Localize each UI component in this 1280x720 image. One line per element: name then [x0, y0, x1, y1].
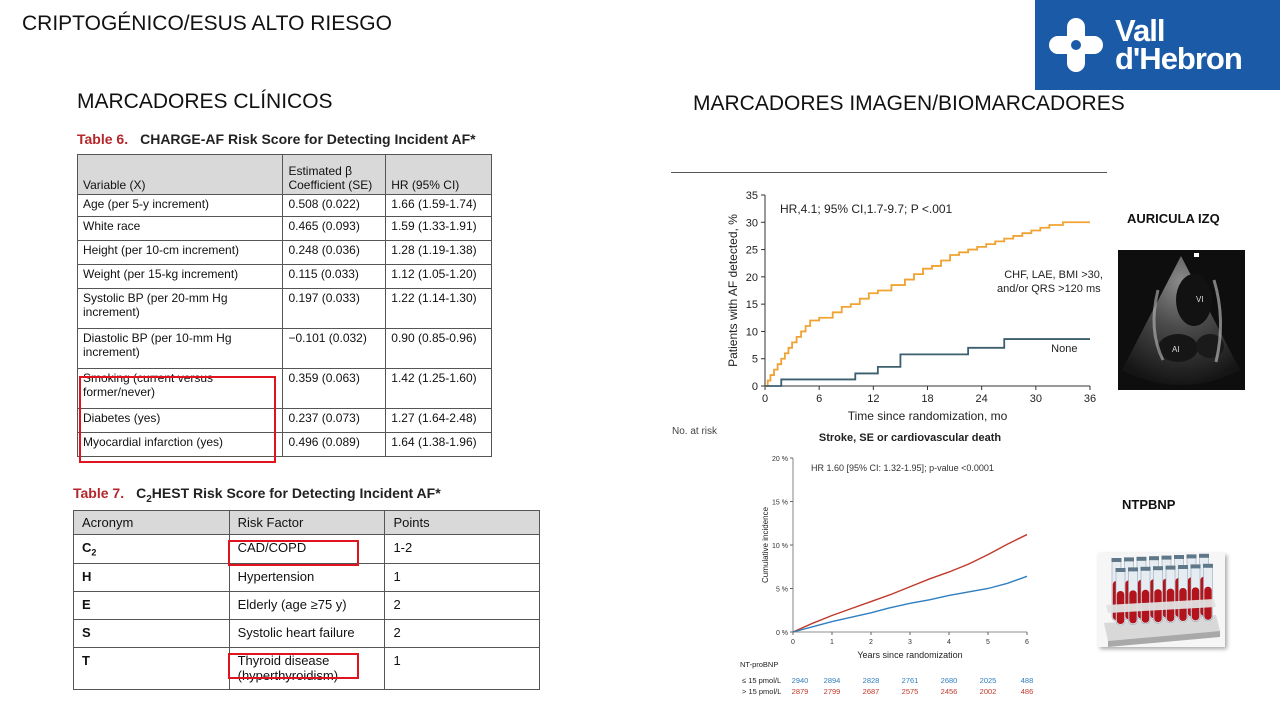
table7-cell-factor: CAD/COPD	[229, 535, 385, 564]
slide-title: CRIPTOGÉNICO/ESUS ALTO RIESGO	[22, 12, 392, 35]
table6-row	[78, 433, 492, 457]
table7-cell-acronym	[74, 563, 230, 591]
logo-line-2: d'Hebron	[1115, 41, 1242, 76]
chart1-x-tick-label: 36	[1083, 393, 1097, 405]
table7-header-factor: Risk Factor	[229, 511, 385, 535]
chart2-risk-value: 2761	[901, 676, 919, 685]
test-tube-cap	[1149, 556, 1159, 560]
test-tubes-icon	[1098, 553, 1225, 647]
test-tube-cap	[1141, 567, 1151, 571]
table7-cell-points: 1	[385, 563, 540, 591]
table6-row	[78, 329, 492, 369]
chart2-risk-value: 2002	[979, 687, 997, 696]
test-tube-cap	[1187, 554, 1197, 558]
chart1-y-tick-label: 0	[751, 381, 758, 393]
logo-line-1: Vall	[1115, 13, 1165, 48]
chart1-x-tick-label: 18	[921, 393, 934, 405]
logo-text	[1115, 13, 1242, 76]
chart1-y-axis-label: Patients with AF detected, %	[726, 214, 740, 367]
table6-caption	[77, 131, 476, 147]
table6-cell-beta: 0.465 (0.093)	[283, 217, 386, 241]
table7-cell-factor: Hypertension	[229, 563, 385, 591]
table7-cell-factor: Elderly (age ≥75 y)	[229, 591, 385, 619]
table7-header-acronym: Acronym	[74, 511, 230, 535]
ntprobnp-label: NTPBNP	[1122, 497, 1176, 512]
table6-cell-hr: 1.66 (1.59-1.74)	[386, 195, 492, 217]
vall-dhebron-logo	[1035, 0, 1280, 90]
table7-acronym-letter: H	[82, 568, 92, 584]
table7-cell-points: 1-2	[385, 535, 540, 564]
table7-row	[74, 591, 540, 619]
chart2-risk-value: 2687	[862, 687, 880, 696]
chart2-risk-value: 2025	[979, 676, 997, 685]
test-tube-cap	[1116, 568, 1126, 572]
chart2-x-tick-label: 1	[830, 639, 834, 646]
table6-row	[78, 241, 492, 265]
table7-cell-acronym	[74, 591, 230, 619]
table7-title-rest: HEST Risk Score for Detecting Incident AF*	[151, 485, 441, 501]
chart2-y-tick-label: 15 %	[772, 499, 788, 507]
test-tube-cap	[1178, 565, 1188, 569]
table7-cell-points: 2	[385, 619, 540, 647]
chart2-risk-value: 2575	[901, 687, 919, 696]
chart2-risk-value: 2828	[862, 676, 880, 685]
chart-divider-line	[671, 172, 1107, 173]
chart1-series-line	[765, 222, 1090, 386]
af-detection-chart	[672, 185, 1110, 437]
table6-cell-beta: 0.115 (0.033)	[283, 265, 386, 289]
chart2-risk-value: 2799	[823, 687, 841, 696]
table7-acronym-sub: 2	[91, 547, 97, 558]
test-tube-cap	[1203, 564, 1213, 568]
chart1-hr-annotation: HR,4.1; 95% CI,1.7-9.7; P <.001	[780, 202, 953, 216]
table6-cell-variable: Systolic BP (per 20-mm Hg increment)	[78, 289, 283, 329]
table6-cell-hr: 1.22 (1.14-1.30)	[386, 289, 492, 329]
table6-row	[78, 289, 492, 329]
charge-af-table	[77, 154, 492, 457]
chart2-title: Stroke, SE or cardiovascular death	[818, 432, 1002, 444]
table7-caption	[73, 485, 441, 505]
chart2-risk-header: NT-proBNP	[740, 660, 779, 669]
table6-cell-variable: Diastolic BP (per 10-mm Hg increment)	[78, 329, 283, 369]
table6-cell-beta: 0.248 (0.036)	[283, 241, 386, 265]
table6-cell-beta: 0.508 (0.022)	[283, 195, 386, 217]
table7-cell-points: 1	[385, 647, 540, 689]
chart2-risk-value: 2680	[940, 676, 958, 685]
chart1-series-label-line1: CHF, LAE, BMI >30,	[1004, 268, 1103, 281]
table7-title-c: C	[136, 485, 147, 501]
echo-vi-label: VI	[1196, 295, 1204, 304]
table7-number: Table 7.	[73, 485, 125, 501]
chart2-risk-value: 2940	[791, 676, 809, 685]
chart2-hr-annotation: HR 1.60 [95% CI: 1.32-1.95]; p-value <0.0001	[811, 463, 994, 473]
test-tube-cap	[1166, 566, 1176, 570]
test-tube-cap	[1199, 554, 1209, 558]
chart2-series-line	[793, 576, 1027, 632]
chart1-x-tick-label: 24	[975, 393, 988, 405]
test-tube-cap	[1191, 564, 1201, 568]
test-tube-cap	[1112, 558, 1122, 562]
table6-header-row	[78, 155, 492, 195]
chart2-risk-value: 488	[1020, 676, 1034, 685]
table6-row	[78, 265, 492, 289]
table6-cell-variable: Weight (per 15-kg increment)	[78, 265, 283, 289]
chart2-x-tick-label: 5	[986, 639, 990, 646]
table6-cell-variable: Smoking (current versus former/never)	[78, 369, 283, 409]
chart1-y-tick-label: 35	[745, 190, 758, 202]
chart1-y-tick-label: 15	[745, 299, 758, 312]
chart1-y-tick-label: 5	[751, 353, 758, 366]
chart1-series-line	[765, 339, 1090, 386]
chart2-risk-value: 2879	[791, 687, 809, 696]
cross-logo-icon	[1045, 14, 1107, 76]
chart1-y-tick-label: 30	[745, 217, 758, 230]
chart2-series-line	[793, 535, 1027, 632]
chart2-x-tick-label: 3	[908, 639, 912, 646]
chart1-x-tick-label: 12	[867, 393, 880, 405]
table6-cell-beta: 0.237 (0.073)	[283, 409, 386, 433]
imaging-markers-heading: MARCADORES IMAGEN/BIOMARCADORES	[693, 92, 1125, 115]
table6-cell-hr: 0.90 (0.85-0.96)	[386, 329, 492, 369]
chart2-y-tick-label: 5 %	[775, 586, 788, 594]
chart2-y-tick-label: 10 %	[772, 543, 788, 550]
test-tube-cap	[1128, 567, 1138, 571]
test-tube-cap	[1153, 566, 1163, 570]
chart2-x-tick-label: 2	[869, 639, 873, 646]
table6-title: CHARGE-AF Risk Score for Detecting Incident AF*	[140, 131, 476, 147]
table7-row	[74, 619, 540, 647]
table7-acronym-letter: C	[82, 540, 92, 555]
test-tube-cap	[1124, 557, 1134, 561]
table6-cell-variable: Height (per 10-cm increment)	[78, 241, 283, 265]
table6-cell-hr: 1.27 (1.64-2.48)	[386, 409, 492, 433]
chart2-x-tick-label: 0	[791, 639, 795, 646]
test-tube-cap	[1137, 557, 1147, 561]
table6-cell-beta: −0.101 (0.032)	[283, 329, 386, 369]
table6-cell-hr: 1.42 (1.25-1.60)	[386, 369, 492, 409]
table6-cell-beta: 0.197 (0.033)	[283, 289, 386, 329]
chart2-y-tick-label: 0 %	[775, 630, 788, 637]
table6-cell-variable: Myocardial infarction (yes)	[78, 433, 283, 457]
table6-header-beta: Estimated β Coefficient (SE)	[283, 155, 386, 195]
table6-cell-variable: Diabetes (yes)	[78, 409, 283, 433]
table7-row	[74, 647, 540, 689]
table7-header-row	[74, 511, 540, 535]
chart2-risk-value: 2456	[940, 687, 958, 696]
chart2-risk-row-label: > 15 pmol/L	[742, 687, 782, 696]
table6-row	[78, 409, 492, 433]
chart1-series-label-orange	[997, 269, 1103, 295]
c2hest-table	[73, 510, 540, 690]
chart2-x-tick-label: 4	[947, 639, 951, 646]
chart2-risk-value: 2894	[823, 676, 841, 685]
table6-cell-hr: 1.12 (1.05-1.20)	[386, 265, 492, 289]
chart2-y-axis-label: Cumulative incidence	[761, 506, 770, 584]
test-tube-cap	[1162, 556, 1172, 560]
chart2-y-tick-label: 20 %	[772, 456, 788, 463]
table7-acronym-letter: S	[82, 624, 91, 640]
ntprobnp-incidence-chart	[740, 427, 1042, 707]
clinical-markers-heading: MARCADORES CLÍNICOS	[77, 90, 333, 113]
table6-row	[78, 369, 492, 409]
table7-acronym-letter: T	[82, 652, 90, 668]
chart1-series-label-none: None	[1051, 343, 1078, 356]
chart1-y-tick-label: 20	[745, 271, 758, 284]
echo-ai-label: AI	[1172, 345, 1180, 354]
table6-header-variable: Variable (X)	[78, 155, 283, 195]
chart1-series-label-line2: and/or QRS >120 ms	[997, 282, 1101, 295]
table6-cell-variable: Age (per 5-y increment)	[78, 195, 283, 217]
table7-title-sub: 2	[146, 493, 152, 505]
table6-number: Table 6.	[77, 131, 129, 147]
blood-tubes-image	[1098, 553, 1225, 647]
echo-scan-icon	[1118, 250, 1245, 390]
table7-cell-factor: Thyroid disease (hyperthyroidism)	[229, 647, 385, 689]
table7-cell-acronym	[74, 535, 230, 564]
table6-row	[78, 217, 492, 241]
test-tube-cap	[1174, 555, 1184, 559]
chart2-x-axis-label: Years since randomization	[857, 650, 963, 660]
table6-cell-hr: 1.28 (1.19-1.38)	[386, 241, 492, 265]
table7-cell-factor: Systolic heart failure	[229, 619, 385, 647]
echocardiogram-image	[1118, 250, 1245, 390]
table7-cell-acronym	[74, 619, 230, 647]
chart1-x-tick-label: 30	[1029, 393, 1042, 405]
chart1-y-tick-label: 10	[745, 326, 758, 339]
chart1-cut-text: No. at risk	[672, 426, 718, 437]
table6-cell-beta: 0.359 (0.063)	[283, 369, 386, 409]
table7-cell-points: 2	[385, 591, 540, 619]
chart1-x-axis-label: Time since randomization, mo	[847, 409, 1008, 423]
table6-cell-hr: 1.59 (1.33-1.91)	[386, 217, 492, 241]
table7-header-points: Points	[385, 511, 540, 535]
chart1-y-tick-label: 25	[745, 244, 758, 257]
table6-cell-beta: 0.496 (0.089)	[283, 433, 386, 457]
chart2-risk-row-label: ≤ 15 pmol/L	[742, 676, 782, 685]
table6-cell-hr: 1.64 (1.38-1.96)	[386, 433, 492, 457]
echo-label: AURICULA IZQ	[1127, 211, 1220, 226]
table7-row	[74, 563, 540, 591]
table6-cell-variable: White race	[78, 217, 283, 241]
table6-header-hr: HR (95% CI)	[386, 155, 492, 195]
table6-row	[78, 195, 492, 217]
chart2-risk-value: 486	[1020, 687, 1034, 696]
chart1-x-tick-label: 6	[816, 393, 823, 405]
table7-cell-acronym	[74, 647, 230, 689]
table7-acronym-letter: E	[82, 596, 91, 612]
chart2-x-tick-label: 6	[1025, 639, 1029, 646]
chart1-x-tick-label: 0	[761, 393, 769, 405]
table7-row	[74, 535, 540, 564]
